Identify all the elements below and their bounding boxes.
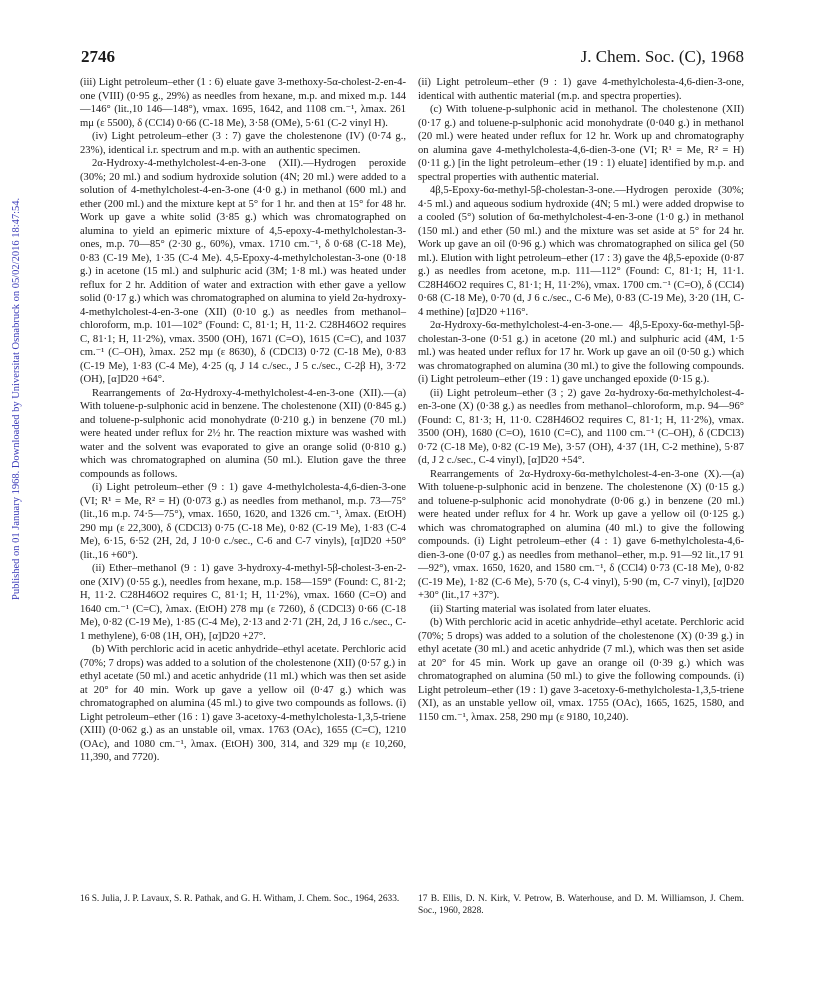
paragraph: (b) With perchloric acid in acetic anhydride–ethyl acetate. Perchloric acid (70%; 5 drops) was added to a solution of the cholestenone (X) (0·39 g.) in ethyl acetate (30 ml.) and acetic anhydride (7 ml.), which was then set aside at 20° for 45 min. Work up gave an orange oil (0·39 g.) which was chromatographed on alumina (50 ml.) to give the following compounds. (i) Light petroleum–ether (19 : 1) gave 3-acetoxy-6-methylcholesta-1,3,5-triene (XI), as an unstable yellow oil, νmax. 1755 (OAc), 1665, 1625, 1580, and 1150 cm.⁻¹, λmax. 258, 290 mμ (ε 9180, 10,240). <box>418 617 744 723</box>
paragraph: (ii) Light petroleum–ether (3 ; 2) gave 2α-hydroxy-6α-methylcholest-4-en-3-one (X) (0·38 g.) as needles from methanol–chloroform, m.p. 94—96° (Found: C, 81·3; H, 11·0. C28H46O2 requires C, 81·1; H, 11·2%), νmax. 3500 (OH), 1680 (C=O), 1610 (C=C), and 1100 cm.⁻¹ (C–OH), δ (CDCl3) 0·72 (C-18 Me), 0·82 (C-19 Me), 3·57 (OH), 4·37 (1H, C-2 methine), 5·87 (d, J 2 c./sec., C-4 vinyl), [α]D20 +54°. <box>418 387 744 466</box>
paragraph: (iv) Light petroleum–ether (3 : 7) gave the cholestenone (IV) (0·74 g., 23%), identical i.r. spectrum and m.p. with an authentic specimen. <box>80 131 406 156</box>
footnote-17: 17 B. Ellis, D. N. Kirk, V. Petrow, B. Waterhouse, and D. M. Williamson, J. Chem. Soc., 1960, 2828. <box>418 894 744 916</box>
download-watermark <box>0 0 20 984</box>
paragraph: Rearrangements of 2α-Hydroxy-6α-methylcholest-4-en-3-one (X).—(a) With toluene-p-sulphonic acid in benzene. The cholestenone (X) (0·15 g.) and toluene-p-sulphonic acid monohydrate (0·06 g.) in benzene (20 ml.) were heated under reflux for 4 hr. Work up gave a yellow oil (0·125 g.) which was chromatographed on alumina (40 ml.) to give the following compounds. (i) Light petroleum–ether (4 : 1) gave 6-methylcholesta-4,6-dien-3-one (0·07 g.) as needles from methanol–ether, m.p. 91—92 lit.,17 91—92°), νmax. 1650, 1620, and 1580 cm.⁻¹, δ (CCl4) 0·73 (C-18 Me), 0·82 (C-19 Me), 1·82 (C-6 Me), 5·70 (s, C-4 vinyl), 5·90 (m, C-7 vinyl), [α]D20 +30° (lit.,17 +37°). <box>418 468 744 601</box>
page-number: 2746 <box>81 47 115 66</box>
right-column <box>418 76 744 724</box>
journal-header: J. Chem. Soc. (C), 1968 <box>580 47 744 66</box>
left-column <box>80 76 406 765</box>
watermark-text: Published on 01 January 1968. Downloaded by Universitat Osnabruck on 05/02/2016 18:47:54. <box>11 197 22 600</box>
paragraph: (ii) Light petroleum–ether (9 : 1) gave 4-methylcholesta-4,6-dien-3-one, identical with authentic material (m.p. and spectra properties). <box>418 77 744 102</box>
paragraph: Rearrangements of 2α-Hydroxy-4-methylcholest-4-en-3-one (XII).—(a) With toluene-p-sulphonic acid in benzene. The cholestenone (XII) (0·845 g.) and toluene-p-sulphonic acid monohydrate (0·210 g.) in benzene (70 ml.) were heated under reflux for 2½ hr. The reaction mixture was washed with water and the solvent was evaporated to give an orange solid (0·810 g.) which was chromatographed on alumina (50 ml.). Elution gave the three compounds as follows. <box>80 387 406 480</box>
paragraph: (iii) Light petroleum–ether (1 : 6) eluate gave 3-methoxy-5α-cholest-2-en-4-one (VIII) (0·95 g., 29%) as needles from hexane, m.p. and mixed m.p. 144—146° (lit.,10 146—148°), νmax. 1695, 1642, and 1108 cm.⁻¹, λmax. 261 mμ (ε 5500), δ (CCl4) 0·66 (C-18 Me), 3·58 (OMe), 5·61 (C-2 vinyl H). <box>80 77 406 129</box>
paragraph: (b) With perchloric acid in acetic anhydride–ethyl acetate. Perchloric acid (70%; 7 drops) was added to a solution of the cholestenone (XII) (0·57 g.) in ethyl acetate (50 ml.) and acetic anhydride (11 ml.) which was then set aside at 20° for 40 min. Work up gave a yellow oil (0·47 g.) which was chromatographed on alumina (45 ml.) to give two compounds as follows. (i) Light petroleum–ether (16 : 1) gave 3-acetoxy-4-methylcholesta-1,3,5-triene (XIII) (0·062 g.) as an unstable oil, νmax. 1763 (OAc), 1655 (C=C), 1210 (OAc), and 1080 cm.⁻¹, λmax. (EtOH) 300, 314, and 329 mμ (ε 10,260, 11,390, and 7720). <box>80 644 406 763</box>
paragraph: (c) With toluene-p-sulphonic acid in methanol. The cholestenone (XII) (0·17 g.) and toluene-p-sulphonic acid monohydrate (0·040 g.) in methanol (20 ml.) were heated under reflux for 12 hr. Work up and chromatography on alumina gave 4-methylcholesta-4,6-dien-3-one (VI; R¹ = Me, R² = H) (0·11 g.) [in the light petroleum–ether (19 : 1) eluate] identified by m.p. and spectral properties with authentic material. <box>418 104 744 183</box>
paragraph: (ii) Starting material was isolated from later eluates. <box>430 603 651 615</box>
paragraph: (ii) Ether–methanol (9 : 1) gave 3-hydroxy-4-methyl-5β-cholest-3-en-2-one (XIV) (0·55 g.), needles from hexane, m.p. 158—159° (Found: C, 81·2; H, 11·2. C28H46O2 requires C, 81·1; H, 11·2%), νmax. 1660 (C=O) and 1640 cm.⁻¹ (C=C), λmax. (EtOH) 278 mμ (ε 7260), δ (CDCl3) 0·66 (C-18 Me), 0·82 (C-19 Me), 1·85 (C-4 Me), 2·13 and 2·71 (2H, 2d, J 16 c./sec., C-1 methylene), 6·08 (1H, OH), [α]D20 +27°. <box>80 563 406 642</box>
paragraph: 4β,5-Epoxy-6α-methyl-5β-cholestan-3-one.—Hydrogen peroxide (30%; 4·5 ml.) and aqueous sodium hydroxide (4N; 5 ml.) were added dropwise to a cooled (5°) solution of 6α-methylcholest-4-en-3-one (1·0 g.) in methanol (150 ml.) and ether (50 ml.) and the mixture was set aside at 5° for 24 hr. Work up gave an oil (0·96 g.) which was chromatographed on silica gel (50 ml.). Elution with light petroleum–ether (17 : 3) gave the 4β,5-epoxide (0·87 g.) as needles from acetone, m.p. 111—112° (Found: C, 81·1; H, 11·1. C28H46O2 requires C, 81·1; H, 11·2%), νmax. 1700 cm.⁻¹ (C=O), δ (CCl4) 0·68 (C-18 Me), 0·70 (d, J 6 c./sec., C-6 Me), 0·83 (C-19 Me), 3·20 (1H, C-4 methine) [α]D20 +116°. <box>418 185 744 318</box>
paragraph: 2α-Hydroxy-6α-methylcholest-4-en-3-one.— 4β,5-Epoxy-6α-methyl-5β-cholestan-3-one (0·51 g.) in acetone (20 ml.) and sulphuric acid (4M, 1·5 ml.) was heated under reflux for 17 hr. Work up gave an oil (0·50 g.) which was chromatographed on alumina (30 ml.) to give the following compounds. (i) Light petroleum–ether (19 : 1) gave unchanged epoxide (0·15 g.). <box>418 320 744 385</box>
paragraph: (i) Light petroleum–ether (9 : 1) gave 4-methylcholesta-4,6-dien-3-one (VI; R¹ = Me, R² = H) (0·073 g.) as needles from methanol, m.p. 73—75° (lit.,16 m.p. 74·5—75°), νmax. 1650, 1620, and 1326 cm.⁻¹, λmax. (EtOH) 290 mμ (ε 22,300), δ (CDCl3) 0·75 (C-18 Me), 0·82 (C-19 Me), 1·83 (C-4 Me), 6·15, 6·52 (2H, 2d, J 10·0 c./sec., C-6 and C-7 vinyls), [α]D20 +50° (lit.,16 +60°). <box>80 482 406 561</box>
footnote-16: 16 S. Julia, J. P. Lavaux, S. R. Pathak, and G. H. Witham, J. Chem. Soc., 1964, 2633. <box>80 894 400 904</box>
paragraph: 2α-Hydroxy-4-methylcholest-4-en-3-one (XII).—Hydrogen peroxide (30%; 20 ml.) and sodium hydroxide solution (4N; 20 ml.) were added to a solution of 4-methylcholest-4-en-3-one (4·0 g.) in methanol (600 ml.) and ether (200 ml.) and the mixture kept at 5° for 1 hr. and then at 15° for 48 hr. Work up gave a white solid (3·85 g.) which was chromatographed on alumina to yield an epimeric mixture of 4,5-epoxy-4-methylcholestan-3-ones, m.p. 70—85° (2·30 g., 60%), νmax. 1710 cm.⁻¹, δ 0·68 (C-18 Me), 0·83 (C-19 Me), 1·35 (C-4 Me). 4,5-Epoxy-4-methylcholestan-3-one (0·18 g.) in acetone (15 ml.) and sulphuric acid (3M; 1·8 ml.) was heated under reflux for 2 hr. Addition of water and extraction with ether gave a yellow solid (0·17 g.) which was chromatographed on alumina to yield 2α-hydroxy-4-methylcholest-4-en-3-one (XII) (0·10 g.) as needles from methanol–chloroform, m.p. 101—102° (Found: C, 81·1; H, 11·2. C28H46O2 requires C, 81·1; H, 11·2%), νmax. 3500 (OH), 1671 (C=O), 1615 (C=C), and 1037 cm.⁻¹ (C–OH), λmax. 252 mμ (ε 8630), δ (CDCl3) 0·72 (C-18 Me), 0·83 (C-19 Me), 1·83 (C-4 Me), 4·25 (q, J 14 c./sec., J 5 c./sec., C-2β H), 3·72 (OH), [α]D20 +64°. <box>80 158 406 385</box>
